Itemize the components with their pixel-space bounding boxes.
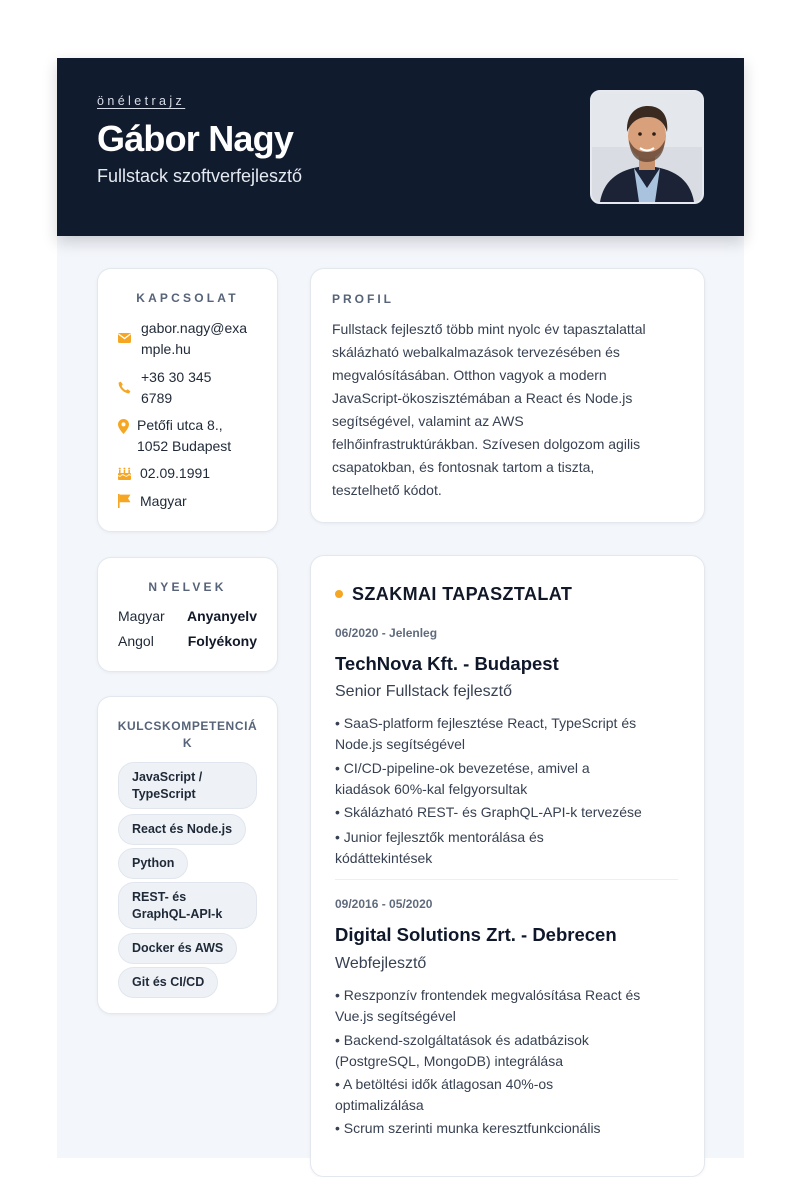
skill-tag-line: TypeScript [132,786,196,801]
bullet-line: • Reszponzív frontendek megvalósítása React és [335,987,641,1003]
skill-tag-line: React és Node.js [132,822,233,836]
bullet-line: • SaaS-platform fejlesztése React, TypeScript és [335,715,637,731]
resume-header [57,58,744,236]
contact-email[interactable] [118,318,247,359]
document-label: önéletrajz [97,94,186,108]
skills-heading-line-1: KULCSKOMPETENCIÁ [117,719,258,733]
experience-card [310,555,705,1177]
language-name: Magyar [118,608,165,624]
job-company: Digital Solutions Zrt. - Debrecen [335,924,617,945]
skill-tag [118,967,218,998]
nationality-value: Magyar [140,493,187,509]
language-name: Angol [118,633,154,649]
languages-heading: NYELVEK [148,580,227,594]
job-period: 09/2016 - 05/2020 [335,897,433,911]
job-role: Webfejlesztő [335,955,427,972]
person-title: Fullstack szoftverfejlesztő [97,166,303,186]
job-bullet [335,758,680,800]
cake-icon [118,463,134,483]
skill-tag [118,848,188,879]
skill-tag-line: Docker és AWS [132,941,224,955]
contact-birthdate [118,463,210,484]
job-bullet [335,1030,680,1072]
bullet-line: Node.js segítségével [335,736,465,752]
skills-heading-line-2: K [182,736,193,750]
section-accent-dot [335,590,343,598]
address-line-1: Petőfi utca 8., [137,417,223,433]
languages-card [97,557,278,672]
profile-line: megvalósításában. Otthon vagyok a modern [332,367,607,383]
contact-phone[interactable] [118,367,211,408]
phone-line-1: +36 30 345 [141,369,212,385]
skill-tag [118,882,257,929]
profile-line: JavaScript-ökoszisztémában a React és Node.js [332,390,633,406]
language-level: Anyanyelv [186,608,257,624]
job-bullet [335,1118,680,1139]
skill-tag [118,762,257,809]
bullet-line: • CI/CD-pipeline-ok bevezetése, amivel a [335,760,590,776]
bullet-line: • Scrum szerinti munka keresztfunkcionális [335,1120,601,1136]
email-line-2: mple.hu [141,340,191,357]
bullet-line: • Junior fejlesztők mentorálása és [335,829,544,845]
skill-tag-line: REST- és [132,890,187,904]
portrait-image [592,92,702,202]
bullet-line: (PostgreSQL, MongoDB) integrálása [335,1053,563,1069]
job-company: TechNova Kft. - Budapest [335,653,559,674]
flag-icon [118,491,134,511]
job-bullet [335,827,680,869]
profile-line: tesztelhető kódot. [332,482,442,498]
contact-nationality [118,491,187,512]
profile-line: Fullstack fejlesztő több mint nyolc év tapasztalattal [332,321,646,337]
skill-tag-line: GraphQL-API-k [132,906,223,921]
profile-photo [590,90,704,204]
email-line-1: gabor.nagy@exa [141,320,248,336]
language-row [118,633,257,649]
bullet-line: kiadások 60%-kal felgyorsultak [335,781,528,797]
bullet-line: • Backend-szolgáltatások és adatbázisok [335,1032,589,1048]
profile-line: skálázható webalkalmazások tervezésében és [332,344,620,360]
language-row [118,608,257,624]
phone-icon [118,377,134,397]
contact-heading: KAPCSOLAT [136,291,239,305]
skills-card [97,696,278,1014]
mail-icon [118,328,134,348]
person-name: Gábor Nagy [97,118,294,159]
contact-card [97,268,278,532]
birthdate-value: 02.09.1991 [140,465,211,481]
job-period: 06/2020 - Jelenleg [335,626,438,640]
skill-tag [118,814,246,845]
skill-tag-line: Python [132,856,175,870]
job-bullet [335,1074,680,1116]
profile-card [310,268,705,523]
job-bullet [335,713,680,755]
skill-tag-line: JavaScript / [132,770,203,784]
job-divider [335,879,678,880]
bullet-line: kódáttekintések [335,850,433,866]
profile-heading: PROFIL [332,292,394,306]
bullet-line: Vue.js segítségével [335,1008,456,1024]
job-bullet [335,985,680,1027]
location-pin-icon [118,416,134,436]
bullet-line: optimalizálása [335,1097,424,1113]
contact-address [118,415,231,456]
job-bullet [335,802,680,823]
experience-heading: SZAKMAI TAPASZTALAT [352,584,573,604]
skills-heading [98,718,277,752]
profile-text [332,318,692,502]
bullet-line: • A betöltési idők átlagosan 40%-os [335,1076,554,1092]
language-level: Folyékony [187,633,257,649]
skill-tag [118,933,237,964]
profile-line: felhőinfrastruktúrákban. Szívesen dolgozom agilis [332,436,641,452]
phone-line-2: 6789 [141,389,173,406]
skill-tag-line: Git és CI/CD [132,975,205,989]
bullet-line: • Skálázható REST- és GraphQL-API-k tervezése [335,804,642,820]
address-line-2: 1052 Budapest [137,437,232,454]
profile-line: csapatokban, és fontosnak tartom a tiszta, [332,459,595,475]
job-role: Senior Fullstack fejlesztő [335,683,512,700]
profile-line: segítségével, valamint az AWS [332,413,524,429]
